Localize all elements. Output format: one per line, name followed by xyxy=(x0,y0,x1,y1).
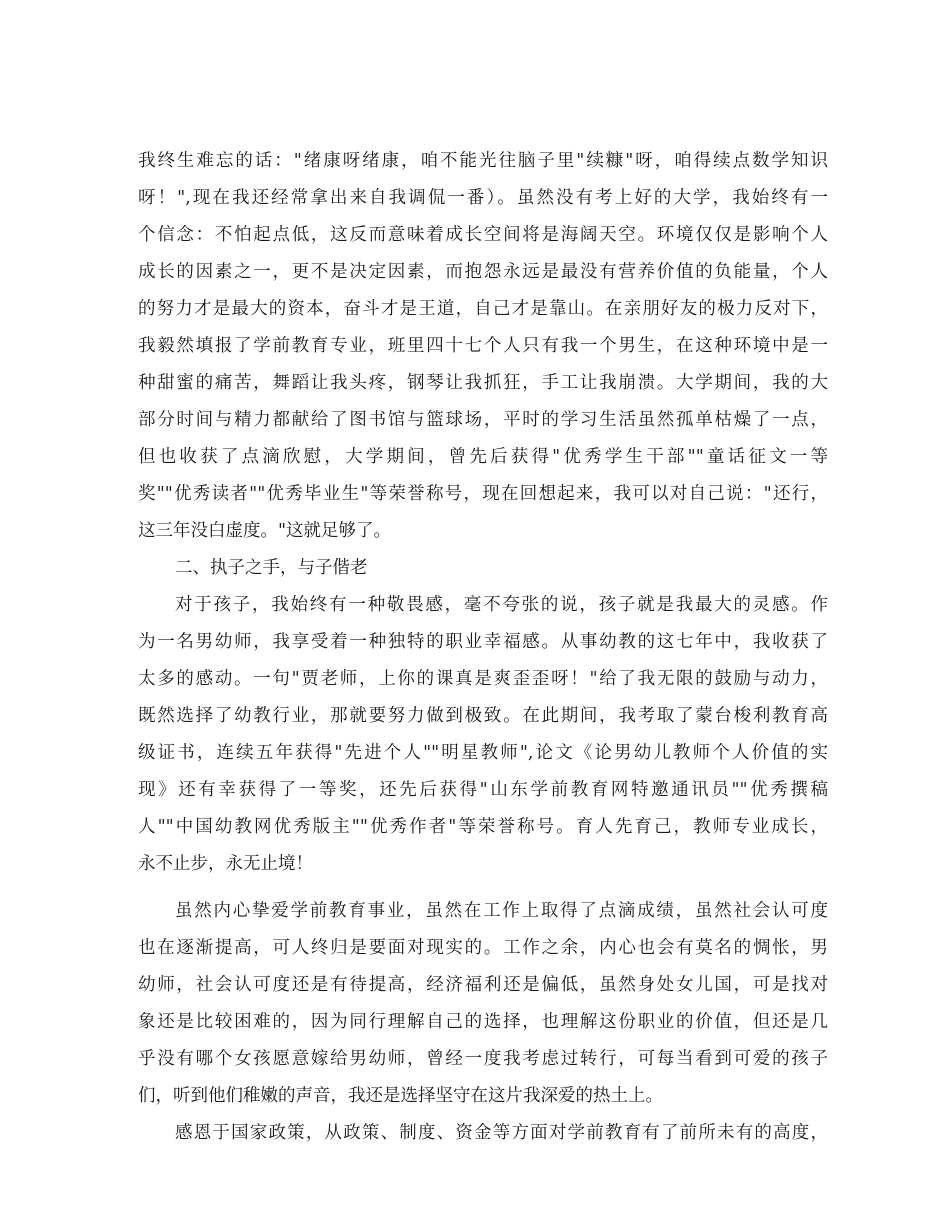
text-line-1: 我终生难忘的话："绪康呀绪康，咱不能光往脑子里"续糠"呀，咱得续点数学知识 xyxy=(138,151,828,171)
text-line-19: 人""中国幼教网优秀版主""优秀作者"等荣誉称号。育人先育己，教师专业成长， xyxy=(138,817,828,837)
text-line-9: 但也收获了点滴欣慰，大学期间，曾先后获得"优秀学生干部""童话征文一等 xyxy=(138,447,828,467)
text-line-20: 永不止步，永无止境！ xyxy=(138,854,313,874)
text-line-13: 对于孩子，我始终有一种敬畏感，毫不夸张的说，孩子就是我最大的灵感。作 xyxy=(175,595,828,615)
text-line-7: 种甜蜜的痛苦，舞蹈让我头疼，钢琴让我抓狂，手工让我崩溃。大学期间，我的大 xyxy=(138,373,828,393)
text-line-16: 既然选择了幼教行业，那就要努力做到极致。在此期间，我考取了蒙台梭利教育高 xyxy=(138,706,828,726)
text-line-23: 幼师，社会认可度还是有待提高，经济福利还是偏低，虽然身处女儿国，可是找对 xyxy=(138,975,828,995)
text-line-22: 也在逐渐提高，可人终归是要面对现实的。工作之余，内心也会有莫名的惆怅，男 xyxy=(138,938,828,958)
section-heading: 二、执子之手，与子偕老 xyxy=(175,558,368,578)
text-line-6: 我毅然填报了学前教育专业，班里四十七个人只有我一个男生，在这种环境中是一 xyxy=(138,336,828,356)
text-line-10: 奖""优秀读者""优秀毕业生"等荣誉称号，现在回想起来，我可以对自己说："还行， xyxy=(138,484,828,504)
text-line-5: 的努力才是最大的资本，奋斗才是王道，自己才是靠山。在亲朋好友的极力反对下， xyxy=(138,299,828,319)
text-line-17: 级证书，连续五年获得"先进个人""明星教师",论文《论男幼儿教师个人价值的实 xyxy=(138,743,828,763)
text-line-14: 为一名男幼师，我享受着一种独特的职业幸福感。从事幼教的这七年中，我收获了 xyxy=(138,632,828,652)
text-line-21: 虽然内心挚爱学前教育事业，虽然在工作上取得了点滴成绩，虽然社会认可度 xyxy=(175,901,828,921)
text-line-2: 呀！",现在我还经常拿出来自我调侃一番）。虽然没有考上好的大学，我始终有一 xyxy=(138,188,828,208)
text-line-11: 这三年没白虚度。"这就足够了。 xyxy=(138,521,392,541)
text-line-26: 们，听到他们稚嫩的声音，我还是选择坚守在这片我深爱的热土上。 xyxy=(138,1086,663,1106)
text-line-18: 现》还有幸获得了一等奖，还先后获得"山东学前教育网特邀通讯员""优秀撰稿 xyxy=(138,780,828,800)
text-line-3: 个信念：不怕起点低，这反而意味着成长空间将是海阔天空。环境仅仅是影响个人 xyxy=(138,225,828,245)
text-line-8: 部分时间与精力都献给了图书馆与篮球场，平时的学习生活虽然孤单枯燥了一点， xyxy=(138,410,828,430)
text-line-15: 太多的感动。一句"贾老师，上你的课真是爽歪歪呀！"给了我无限的鼓励与动力， xyxy=(138,669,828,689)
text-line-27: 感恩于国家政策，从政策、制度、资金等方面对学前教育有了前所未有的高度， xyxy=(175,1123,828,1143)
text-line-4: 成长的因素之一，更不是决定因素，而抱怨永远是最没有营养价值的负能量，个人 xyxy=(138,262,828,282)
text-line-25: 乎没有哪个女孩愿意嫁给男幼师，曾经一度我考虑过转行，可每当看到可爱的孩子 xyxy=(138,1049,828,1069)
text-line-24: 象还是比较困难的，因为同行理解自己的选择，也理解这份职业的价值，但还是几 xyxy=(138,1012,828,1032)
